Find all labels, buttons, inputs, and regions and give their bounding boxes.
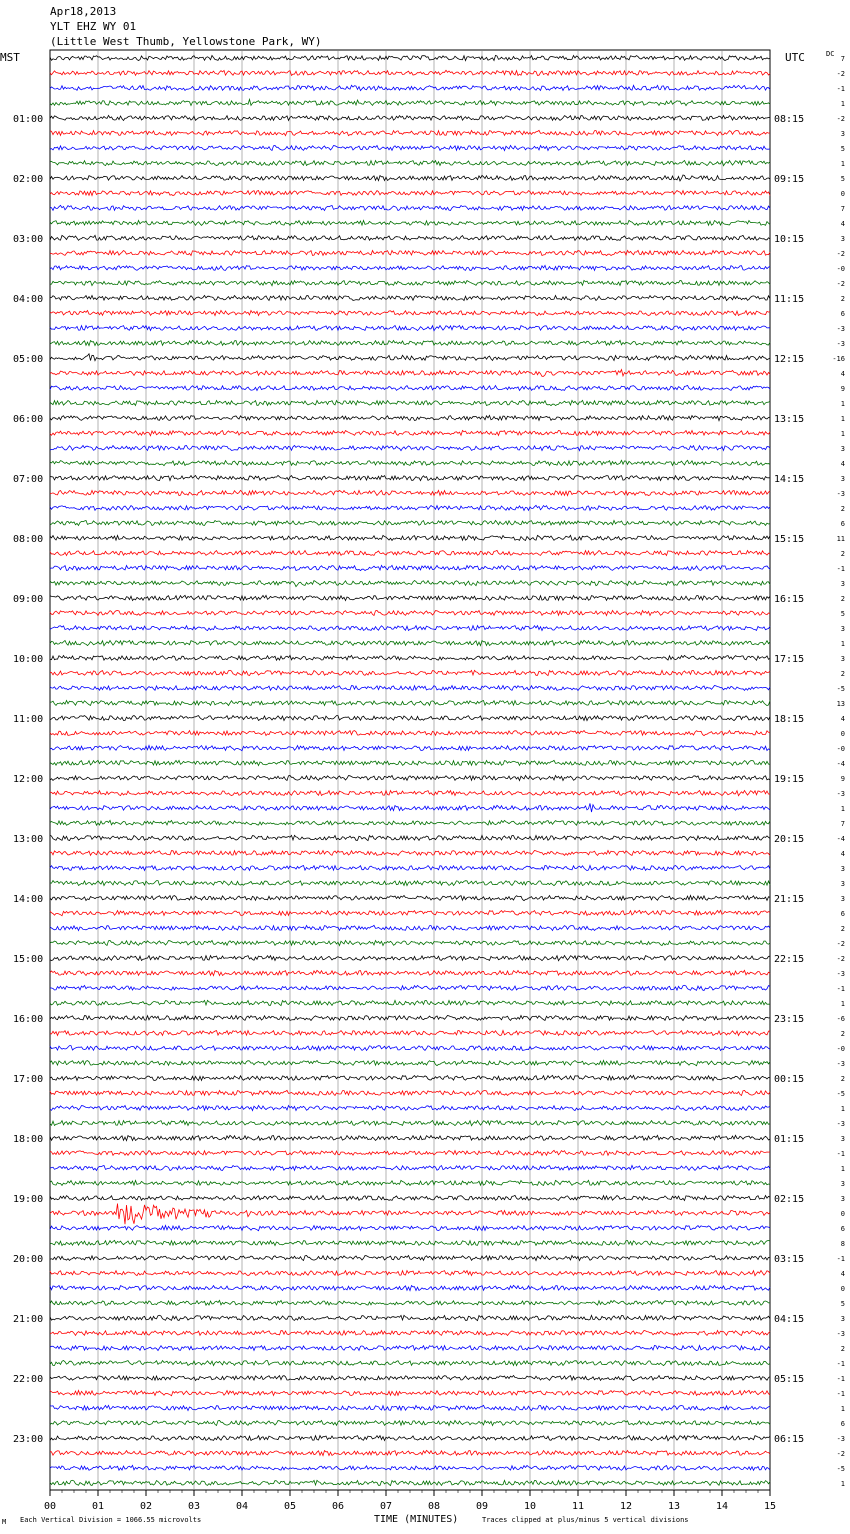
dc-offset-label: -1 — [836, 985, 845, 993]
trace-row-78 — [50, 1226, 770, 1231]
dc-offset-label: -2 — [836, 1450, 845, 1458]
trace-row-93 — [50, 1450, 770, 1455]
dc-offset-label: 6 — [840, 1225, 845, 1233]
trace-row-24 — [50, 415, 770, 420]
corner-mark: M — [2, 1518, 7, 1526]
dc-offset-label: -3 — [836, 1330, 845, 1338]
hour-label-right: 23:15 — [774, 1014, 805, 1025]
x-tick-label: 14 — [715, 1501, 729, 1512]
trace-row-8 — [50, 175, 770, 181]
dc-offset-label: 13 — [836, 700, 845, 708]
dc-offset-label: -16 — [832, 355, 845, 363]
dc-offset-label: 1 — [840, 640, 845, 648]
hour-label-left: 10:00 — [13, 654, 44, 665]
dc-offset-label: -2 — [836, 940, 845, 948]
dc-offset-label: 4 — [840, 460, 845, 468]
dc-offset-label: 1 — [840, 1405, 845, 1413]
x-tick-label: 07 — [379, 1501, 393, 1512]
trace-row-80 — [50, 1256, 770, 1261]
trace-row-37 — [50, 611, 770, 616]
x-axis — [44, 1490, 776, 1512]
dc-offset-label: 2 — [840, 925, 845, 933]
trace-row-50 — [50, 803, 770, 812]
dc-offset-label: 0 — [840, 1210, 845, 1218]
trace-row-77 — [50, 1204, 770, 1225]
dc-offset-label: 1 — [840, 1165, 845, 1173]
trace-row-59 — [50, 941, 770, 946]
trace-row-9 — [50, 191, 770, 196]
trace-row-85 — [50, 1331, 770, 1336]
trace-row-7 — [50, 161, 770, 166]
trace-row-58 — [50, 925, 770, 930]
dc-offset-label: -4 — [836, 760, 845, 768]
trace-row-23 — [50, 400, 770, 405]
hour-label-right: 17:15 — [774, 654, 805, 665]
dc-offset-label: -1 — [836, 565, 845, 573]
trace-row-31 — [50, 521, 770, 526]
hour-label-left: 16:00 — [13, 1014, 44, 1025]
trace-row-22 — [50, 385, 770, 390]
dc-offset-label: -2 — [836, 280, 845, 288]
dc-offset-label: 2 — [840, 550, 845, 558]
dc-offset-label: 3 — [840, 445, 845, 453]
dc-offset-label: -2 — [836, 955, 845, 963]
trace-row-52 — [50, 835, 770, 840]
x-tick-label: 13 — [667, 1501, 681, 1512]
trace-row-70 — [50, 1106, 770, 1111]
header-station: YLT EHZ WY 01 — [50, 20, 137, 33]
trace-row-33 — [50, 550, 770, 555]
dc-offset-label: 3 — [840, 1180, 845, 1188]
dc-offset-label: 6 — [840, 520, 845, 528]
dc-offset-label: 11 — [836, 535, 845, 543]
dc-offset-label: -1 — [836, 85, 845, 93]
dc-offset-label: 8 — [840, 1240, 845, 1248]
seismic-traces — [50, 55, 770, 1485]
trace-row-53 — [50, 851, 770, 856]
trace-row-57 — [50, 910, 770, 915]
hour-label-left: 01:00 — [13, 114, 44, 125]
trace-row-20 — [50, 354, 770, 361]
trace-row-30 — [50, 505, 770, 510]
hour-label-right: 10:15 — [774, 234, 805, 245]
dc-offset-label: 7 — [840, 205, 845, 213]
x-tick-label: 05 — [283, 1501, 297, 1512]
hour-label-right: 22:15 — [774, 954, 805, 965]
dc-offset-label: 3 — [840, 1135, 845, 1143]
x-tick-label: 02 — [139, 1501, 153, 1512]
hour-label-right: 19:15 — [774, 774, 805, 785]
trace-row-40 — [50, 655, 770, 660]
trace-row-32 — [50, 535, 770, 540]
trace-row-38 — [50, 626, 770, 631]
hour-label-right: 06:15 — [774, 1434, 805, 1445]
dc-header-label: DC — [826, 50, 835, 58]
trace-row-81 — [50, 1271, 770, 1276]
trace-row-29 — [50, 490, 770, 495]
dc-offset-label: 3 — [840, 1315, 845, 1323]
trace-row-68 — [50, 1075, 770, 1080]
dc-offset-label: -3 — [836, 1435, 845, 1443]
header-date: Apr18,2013 — [50, 5, 117, 18]
trace-row-63 — [50, 1000, 770, 1005]
dc-offset-label: 1 — [840, 1480, 845, 1488]
dc-offset-label: 3 — [840, 235, 845, 243]
dc-offset-label: 5 — [840, 145, 845, 153]
trace-row-34 — [50, 565, 770, 570]
dc-offset-label: 3 — [840, 1195, 845, 1203]
clip-note: Traces clipped at plus/minus 5 vertical divisions — [482, 1516, 689, 1524]
dc-offset-label: 9 — [840, 385, 845, 393]
trace-row-90 — [50, 1405, 770, 1410]
hour-label-right: 16:15 — [774, 594, 805, 605]
dc-offset-label: 2 — [840, 1345, 845, 1353]
hour-label-right: 21:15 — [774, 894, 805, 905]
dc-offset-label: 3 — [840, 655, 845, 663]
dc-offset-label: -0 — [836, 745, 845, 753]
hour-label-right: 08:15 — [774, 114, 805, 125]
trace-row-94 — [50, 1465, 770, 1470]
trace-row-46 — [50, 746, 770, 751]
trace-row-76 — [50, 1195, 770, 1200]
trace-row-42 — [50, 686, 770, 691]
x-tick-label: 11 — [571, 1501, 585, 1512]
dc-offset-label: -3 — [836, 325, 845, 333]
dc-offset-label: 0 — [840, 190, 845, 198]
x-tick-label: 15 — [763, 1501, 777, 1512]
x-tick-label: 10 — [523, 1501, 537, 1512]
dc-offset-label: -4 — [836, 835, 845, 843]
dc-offset-label: 1 — [840, 1000, 845, 1008]
hour-label-right: 15:15 — [774, 534, 805, 545]
trace-row-26 — [50, 446, 770, 451]
hour-label-right: 02:15 — [774, 1194, 805, 1205]
hour-label-left: 22:00 — [13, 1374, 44, 1385]
dc-offset-label: -0 — [836, 265, 845, 273]
trace-row-5 — [50, 130, 770, 135]
dc-offset-label: 5 — [840, 610, 845, 618]
trace-row-3 — [50, 99, 770, 105]
hour-label-right: 20:15 — [774, 834, 805, 845]
hour-label-left: 13:00 — [13, 834, 44, 845]
dc-offset-label: 0 — [840, 730, 845, 738]
dc-offset-label: 2 — [840, 595, 845, 603]
dc-offset-label: 2 — [840, 670, 845, 678]
header-location: (Little West Thumb, Yellowstone Park, WY) — [50, 35, 322, 48]
dc-offset-label: 1 — [840, 430, 845, 438]
hour-label-left: 09:00 — [13, 594, 44, 605]
dc-offset-label: -3 — [836, 790, 845, 798]
x-tick-label: 00 — [43, 1501, 57, 1512]
dc-offset-label: 5 — [840, 1300, 845, 1308]
trace-row-13 — [50, 250, 770, 255]
trace-row-79 — [50, 1240, 770, 1245]
trace-row-6 — [50, 146, 770, 151]
hour-label-right: 12:15 — [774, 354, 805, 365]
dc-offset-label: -1 — [836, 1360, 845, 1368]
hour-label-left: 02:00 — [13, 174, 44, 185]
trace-row-82 — [50, 1285, 770, 1290]
trace-row-39 — [50, 640, 770, 645]
trace-row-44 — [50, 716, 770, 721]
scale-note: Each Vertical Division = 1066.55 microvolts — [20, 1516, 202, 1524]
hour-label-left: 08:00 — [13, 534, 44, 545]
trace-row-25 — [50, 431, 770, 436]
trace-row-91 — [50, 1421, 770, 1426]
hour-label-left: 07:00 — [13, 474, 44, 485]
x-tick-label: 03 — [187, 1501, 201, 1512]
trace-row-74 — [50, 1166, 770, 1171]
trace-row-69 — [50, 1090, 770, 1095]
left-timezone-label: MST — [0, 51, 20, 64]
dc-offset-label: -1 — [836, 1255, 845, 1263]
dc-offset-label: 7 — [840, 820, 845, 828]
hour-label-right: 09:15 — [774, 174, 805, 185]
dc-offset-label: -1 — [836, 1390, 845, 1398]
trace-row-0 — [50, 55, 770, 60]
hour-label-left: 12:00 — [13, 774, 44, 785]
trace-row-86 — [50, 1346, 770, 1351]
dc-offset-label: 2 — [840, 505, 845, 513]
x-tick-label: 04 — [235, 1501, 249, 1512]
dc-offset-label: 1 — [840, 805, 845, 813]
dc-offset-label: -0 — [836, 1045, 845, 1053]
hour-label-left: 20:00 — [13, 1254, 44, 1265]
hour-label-left: 19:00 — [13, 1194, 44, 1205]
trace-row-51 — [50, 820, 770, 825]
dc-offset-label: -3 — [836, 1060, 845, 1068]
hour-label-right: 18:15 — [774, 714, 805, 725]
dc-offset-labels — [832, 55, 845, 1488]
dc-offset-label: 1 — [840, 100, 845, 108]
dc-offset-label: 4 — [840, 370, 845, 378]
trace-row-45 — [50, 731, 770, 736]
hour-label-left: 18:00 — [13, 1134, 44, 1145]
x-tick-label: 01 — [91, 1501, 105, 1512]
dc-offset-label: 3 — [840, 880, 845, 888]
dc-offset-label: 6 — [840, 1420, 845, 1428]
dc-offset-label: 4 — [840, 715, 845, 723]
trace-row-73 — [50, 1150, 770, 1155]
trace-row-83 — [50, 1300, 770, 1305]
trace-row-84 — [50, 1315, 770, 1320]
trace-row-43 — [50, 701, 770, 706]
trace-row-48 — [50, 776, 770, 781]
trace-row-18 — [50, 326, 770, 331]
dc-offset-label: 3 — [840, 130, 845, 138]
dc-offset-label: -5 — [836, 1465, 845, 1473]
trace-row-92 — [50, 1436, 770, 1441]
hour-label-left: 23:00 — [13, 1434, 44, 1445]
trace-row-62 — [50, 985, 770, 990]
trace-row-61 — [50, 970, 770, 975]
dc-offset-label: -2 — [836, 115, 845, 123]
hour-label-right: 01:15 — [774, 1134, 805, 1145]
dc-offset-label: 2 — [840, 1030, 845, 1038]
trace-row-15 — [50, 281, 770, 286]
hour-label-left: 17:00 — [13, 1074, 44, 1085]
trace-row-67 — [50, 1061, 770, 1066]
trace-row-60 — [50, 956, 770, 961]
dc-offset-label: -6 — [836, 1015, 845, 1023]
dc-offset-label: 9 — [840, 775, 845, 783]
trace-row-4 — [50, 115, 770, 120]
dc-offset-label: 0 — [840, 1285, 845, 1293]
hour-label-right: 04:15 — [774, 1314, 805, 1325]
hour-label-left: 11:00 — [13, 714, 44, 725]
dc-offset-label: -3 — [836, 970, 845, 978]
hour-label-right: 14:15 — [774, 474, 805, 485]
dc-offset-label: 2 — [840, 1075, 845, 1083]
dc-offset-label: -1 — [836, 1150, 845, 1158]
trace-row-35 — [50, 581, 770, 587]
trace-row-55 — [50, 881, 770, 886]
trace-row-88 — [50, 1376, 770, 1381]
x-tick-label: 09 — [475, 1501, 489, 1512]
dc-offset-label: -3 — [836, 1120, 845, 1128]
trace-row-1 — [50, 70, 770, 75]
dc-offset-label: 6 — [840, 910, 845, 918]
dc-offset-label: 5 — [840, 175, 845, 183]
hour-label-left: 21:00 — [13, 1314, 44, 1325]
dc-offset-label: -5 — [836, 685, 845, 693]
hour-label-right: 00:15 — [774, 1074, 805, 1085]
trace-row-49 — [50, 791, 770, 796]
dc-offset-label: 1 — [840, 415, 845, 423]
trace-row-66 — [50, 1046, 770, 1051]
dc-offset-label: 3 — [840, 625, 845, 633]
dc-offset-label: 6 — [840, 310, 845, 318]
hour-label-right: 03:15 — [774, 1254, 805, 1265]
trace-row-12 — [50, 235, 770, 240]
x-tick-label: 08 — [427, 1501, 441, 1512]
dc-offset-label: -2 — [836, 70, 845, 78]
dc-offset-label: 4 — [840, 1270, 845, 1278]
dc-offset-label: 3 — [840, 895, 845, 903]
hour-label-left: 03:00 — [13, 234, 44, 245]
dc-offset-label: -2 — [836, 250, 845, 258]
hour-label-left: 15:00 — [13, 954, 44, 965]
dc-offset-label: -3 — [836, 340, 845, 348]
x-tick-label: 06 — [331, 1501, 345, 1512]
trace-row-47 — [50, 760, 770, 765]
trace-row-89 — [50, 1390, 770, 1395]
trace-row-65 — [50, 1031, 770, 1036]
dc-offset-label: -1 — [836, 1375, 845, 1383]
trace-row-21 — [50, 370, 770, 377]
hour-label-left: 04:00 — [13, 294, 44, 305]
dc-offset-label: 3 — [840, 580, 845, 588]
dc-offset-label: 3 — [840, 475, 845, 483]
trace-row-75 — [50, 1180, 770, 1185]
hour-label-left: 06:00 — [13, 414, 44, 425]
trace-row-72 — [50, 1135, 770, 1140]
trace-row-64 — [50, 1016, 770, 1021]
trace-row-87 — [50, 1361, 770, 1366]
trace-row-95 — [50, 1480, 770, 1485]
trace-row-36 — [50, 595, 770, 600]
trace-row-16 — [50, 296, 770, 301]
dc-offset-label: 1 — [840, 1105, 845, 1113]
trace-row-56 — [50, 896, 770, 901]
trace-row-19 — [50, 340, 770, 345]
hour-label-left: 14:00 — [13, 894, 44, 905]
dc-offset-label: -3 — [836, 490, 845, 498]
trace-row-54 — [50, 866, 770, 871]
trace-row-28 — [50, 475, 770, 480]
trace-row-14 — [50, 265, 770, 270]
trace-row-11 — [50, 220, 770, 225]
hour-label-right: 11:15 — [774, 294, 805, 305]
trace-row-27 — [50, 460, 770, 465]
dc-offset-label: 1 — [840, 160, 845, 168]
trace-row-2 — [50, 85, 770, 90]
hour-label-right: 13:15 — [774, 414, 805, 425]
trace-row-71 — [50, 1121, 770, 1126]
dc-offset-label: 4 — [840, 850, 845, 858]
dc-offset-label: 3 — [840, 865, 845, 873]
hour-label-right: 05:15 — [774, 1374, 805, 1385]
trace-row-10 — [50, 205, 770, 210]
x-tick-label: 12 — [619, 1501, 633, 1512]
x-axis-title: TIME (MINUTES) — [374, 1514, 459, 1525]
dc-offset-label: 7 — [840, 55, 845, 63]
right-timezone-label: UTC — [785, 51, 805, 64]
dc-offset-label: 1 — [840, 400, 845, 408]
trace-row-17 — [50, 311, 770, 316]
dc-offset-label: -5 — [836, 1090, 845, 1098]
trace-row-41 — [50, 670, 770, 675]
hour-label-left: 05:00 — [13, 354, 44, 365]
dc-offset-label: 4 — [840, 220, 845, 228]
dc-offset-label: 2 — [840, 295, 845, 303]
